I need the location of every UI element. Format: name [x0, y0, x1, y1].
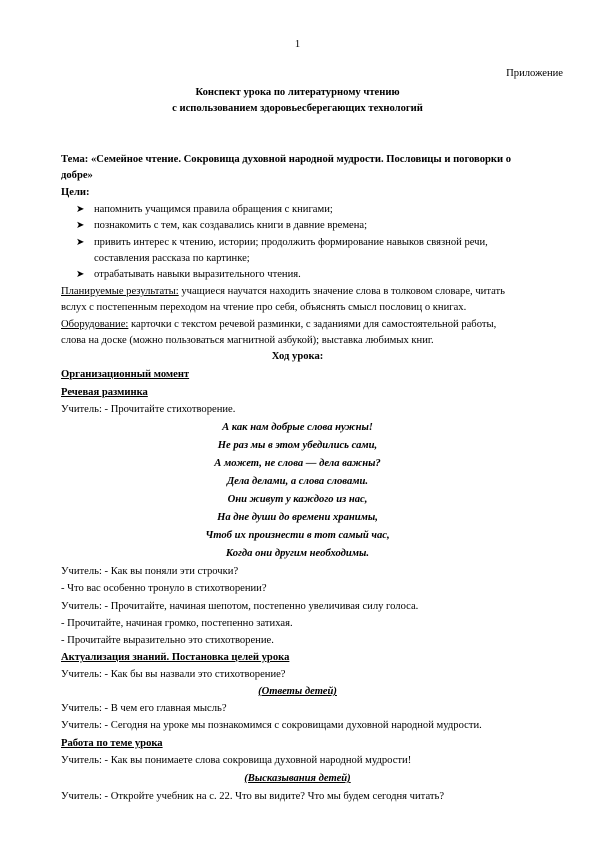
goal-item: привить интерес к чтению, истории; продолжить формирование навыков связной речи,: [94, 237, 488, 248]
children-answers-note: (Ответы детей): [258, 686, 337, 697]
teacher-question: Учитель: - Как вы понимаете слова сокровища духовной народной мудрости!: [61, 755, 412, 766]
section-org-moment: Организационный момент: [61, 369, 190, 380]
document-title-line1: Конспект урока по литературному чтению: [195, 87, 400, 98]
poem-line: Когда они другим необходимы.: [225, 548, 370, 559]
topic-line2: добре»: [61, 170, 93, 181]
teacher-instruction: - Прочитайте выразительно это стихотворение.: [61, 635, 274, 646]
poem-line: А может, не слова — дела важны?: [214, 458, 381, 469]
teacher-question: Учитель: - Как бы вы назвали это стихотворение?: [61, 669, 286, 680]
poem-line: Они живут у каждого из нас,: [227, 494, 368, 505]
results-label: Планируемые результаты:: [61, 286, 179, 297]
appendix-label: Приложение: [506, 68, 563, 79]
teacher-question: Учитель: - Как вы поняли эти строчки?: [61, 566, 239, 577]
results-line2: вслух с постепенным переходом на чтение про себя, объяснять смысл пословиц о книгах.: [61, 302, 467, 313]
children-statements-note: (Высказывания детей): [244, 773, 351, 784]
bullet-arrow-icon: ➤: [76, 204, 85, 215]
goal-item-continuation: составления рассказа по картинке;: [94, 253, 250, 264]
equipment-text: карточки с текстом речевой разминки, с заданиями для самостоятельной работы,: [128, 319, 497, 330]
poem-line: Чтоб их произнести в тот самый час,: [205, 530, 390, 541]
poem-line: Не раз мы в этом убедились сами,: [217, 440, 378, 451]
teacher-question: Учитель: - Откройте учебник на с. 22. Что вы видите? Что мы будем сегодня читать?: [61, 791, 445, 802]
equipment-label: Оборудование:: [61, 319, 129, 330]
results-line1: [61, 285, 505, 298]
equipment-line1: [61, 318, 496, 331]
poem-line: Дела делами, а слова словами.: [226, 476, 369, 487]
document-title-line2: с использованием здоровьесберегающих технологий: [172, 103, 423, 114]
goal-item: отрабатывать навыки выразительного чтения.: [94, 269, 301, 280]
teacher-question: - Что вас особенно тронуло в стихотворении?: [61, 583, 267, 594]
poem-line: А как нам добрые слова нужны!: [222, 422, 373, 433]
topic-line1: Тема: «Семейное чтение. Сокровища духовной народной мудрости. Пословицы и поговорки о: [61, 154, 512, 165]
bullet-arrow-icon: ➤: [76, 269, 85, 280]
bullet-arrow-icon: ➤: [76, 237, 85, 248]
equipment-line2: слова на доске (можно пользоваться магнитной азбукой); выставка любимых книг.: [61, 335, 434, 346]
section-actualization: Актуализация знаний. Постановка целей урока: [61, 652, 290, 663]
teacher-prompt: Учитель: - Прочитайте стихотворение.: [61, 404, 236, 415]
results-text: учащиеся научатся находить значение слова в толковом словаре, читать: [178, 286, 505, 297]
teacher-instruction: Учитель: - Прочитайте, начиная шепотом, постепенно увеличивая силу голоса.: [61, 601, 419, 612]
teacher-instruction: - Прочитайте, начиная громко, постепенно затихая.: [61, 618, 293, 629]
teacher-question: Учитель: - В чем его главная мысль?: [61, 703, 227, 714]
bullet-arrow-icon: ➤: [76, 220, 85, 231]
poem-line: На дне души до времени хранимы,: [217, 512, 378, 523]
teacher-statement: Учитель: - Сегодня на уроке мы познакомимся с сокровищами духовной народной мудрости.: [61, 720, 482, 731]
goal-item: напомнить учащимся правила обращения с книгами;: [94, 204, 333, 215]
section-work-topic: Работа по теме урока: [61, 738, 163, 749]
goal-item: познакомить с тем, как создавались книги в давние времена;: [94, 220, 368, 231]
lesson-heading: Ход урока:: [271, 351, 324, 362]
page-number: 1: [294, 39, 301, 50]
section-speech-warmup: Речевая разминка: [61, 387, 148, 398]
goals-label: Цели:: [61, 187, 90, 198]
